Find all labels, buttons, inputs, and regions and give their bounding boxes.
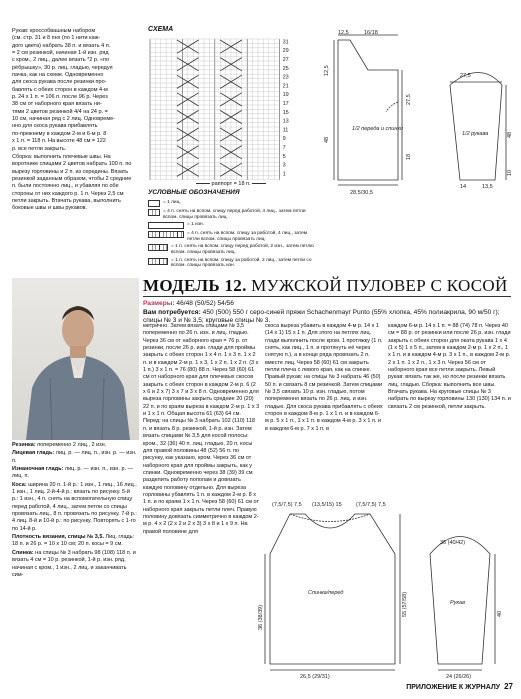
legend-item: = 1 п. снять на вспом. спицу перед работой, 2 изн., затем петлю вспом. спицы провязать лиц.	[148, 244, 316, 255]
lbl-side-2: 36 (38/39)	[258, 604, 264, 630]
sleeve-text-line: р. все петли закрыть.	[12, 145, 67, 152]
sizes-line: Размеры: 46/48 (50/52) 54/56	[143, 300, 234, 307]
legend-item: = 1 лиц.	[148, 200, 316, 207]
pattern-note: Изнаночная гладь: лиц. р. — изн. п., изн. р. — лиц. п.	[12, 466, 134, 480]
pattern-note: Спинка: на спицы № 3 набрать 98 (108) 118 п. и вязать 4 см = 10 р. резинкой, 1-й р. изн. ряд, начиная с кром., 1 изн., 2 лиц. и заканчивать сим-	[12, 549, 136, 578]
sleeve-text-line: по-прежнему в каждом 2-м и 6-м р. 8	[12, 130, 107, 137]
model-photo	[12, 278, 139, 440]
header-underline	[143, 296, 511, 297]
dim-length: 48	[324, 136, 330, 143]
sleeve-text-line: дого цвета) набрать 38 п. и вязать 4 п.	[12, 42, 111, 49]
sleeve-text-line: 10 см, начиная ряд с 2 лиц. Одновреме-	[12, 116, 115, 123]
row-number: 19	[282, 92, 289, 99]
lbl-top-3: (7,5/7,5) 7,5	[356, 502, 386, 508]
lbl-side-1: 55 (57/58)	[402, 591, 408, 617]
sleeve-text-line: р. 24 x 1 п. = 106 п. после 96 р. Через	[12, 94, 108, 101]
row-number: 1	[282, 171, 286, 178]
row-number: 7	[282, 145, 286, 151]
pattern-notes-column	[12, 442, 137, 580]
pattern-note: Коса: ширина 20 п. 1-й р.: 1 изн., 1 лиц., 16 лиц., 1 изн., 1 лиц. 2-й-4-й р.: вязать по рисунку. 5-й р.: 1 изн., 4 п. снять на вспомогательную спицу перед работой, 4 лиц., затем петли со спицы провязать лиц., 8 п. провязать по рисунку. 7-й р.: 4 лиц. 8-й и 10-й р.: по рисунку. Повторять с 1-го по 14-й р.	[12, 481, 137, 532]
sleeve-pattern-diagram	[440, 55, 520, 205]
sleeve-text-line: = 2 см резинкой, начиная 1-й изн. ряд	[12, 50, 109, 57]
row-number: 13	[282, 118, 289, 125]
row-number: 15	[282, 109, 289, 116]
lbl-bottom-2: 24 (26/26)	[446, 674, 472, 680]
dim-armhole: 27,5	[406, 94, 412, 105]
row-number: 9	[282, 136, 286, 143]
dim-neck: 16/18	[364, 30, 378, 36]
page-number: 27	[504, 682, 513, 691]
legend-symbol	[148, 231, 184, 238]
sleeve-text-line: бавлять с обеих сторон в каждом 4-м	[12, 86, 108, 93]
legend	[148, 200, 316, 271]
row-number: 5	[282, 153, 286, 160]
footer-text: ПРИЛОЖЕНИЕ К ЖУРНАЛУ	[406, 684, 501, 691]
instructions-column-4: каждом 6-м р. 14 x 1 п. = 88 (74) 78 п. Через 40 см = 88 р. от резинки или после 26 р. изн. глади закрыть с обеих сторон для оката рукава 1 x 4 (1 x 5) 1 x 5 п., затем в каждом 2-м р. 1 x 2 п., 1 x 1 п. и в каждом 4-м р. 3 x 1 п., в каждом 2-м р. 2 x 1 п. 1 x 2 п., 1 x 3 п. Через 56 см от наборного края все петли закрыть. Левый рукав: вязать так же, но после резинки вязать лиц. гладью. Сборка: выполнить все швы. Втачать рукава. На круговые спицы № 3 набрать по вырезу горловины 130 (130) 134 п. и связать 2 см резинкой, петли закрыть.	[388, 323, 511, 410]
legend-symbol	[148, 200, 160, 207]
top-left-text	[12, 28, 134, 213]
legend-symbol	[148, 209, 160, 216]
sleeve-label: 1/2 рукава	[462, 131, 489, 137]
sleeve-text-line: рёбрышку», 30 р. лиц. гладью, чередуя	[12, 64, 113, 71]
legend-item: = 1 изн.	[148, 222, 316, 229]
sleeve-text-line: 38 см от наборного края вязать ни-	[12, 101, 102, 108]
lbl-top-4: 36 (40/42)	[440, 540, 466, 546]
dim-12-5: 12,5	[324, 65, 330, 76]
instructions-column-2: метрично. Затем вязать спицами № 3,5 попеременно по 26 п. изн. и лиц. гладью. Через 36 см от наборного края = 76 р. от резинки, после 26 р. изн. глади для проймы закрыть с обеих сторон 1 x 4 п. 1 x 3 п. 1 x 2 п. и в каждом 2-м р. 1 x 3, 1 x 2 п. 1 x 2 п. (3 x 1 п.) 3 x 1 п. = 76 (80) 88 п. Через 58 (60) 61 см от наборного края для плечевых скосов закрыть с обеих сторон в каждом 2-м р. 6 (2 x 6 и 2 x 7) 3 x 7 и 3 x 8 п. Одновременно для выреза горловины закрыть средние 20 (20) 22 п. и по краям выреза в каждом 2-м р. 1 x 3 и 1 x 1 п. Общая высота 61 (63) 64 см. Перед: на спицы № 3 набрать 102 (110) 118 п. и вязать 8 р. резинкой, 1-й р. изн. Затем вязать спицами № 3,5 для косой полосы: кром., 32 (36) 40 п. лиц. гладью, 20 п. косы для правой половины 48 (52) 56 п. по рисунку, как указано, кром. Через 36 см от наборного края для проймы закрыть, как у спинки. Одновременно через 38 (39) 39 см разделить работу пополам и довязать каждую половину отдельно. Для выреза горловины убавлять 1 п. в каждом 2-м р. 8 x 1 п. и по краям 1 x 1 п. Через 58 (60) 61 см от наборного края закрыть петли плеч. Правую половину довязать симметрично в каждом 2-м р. 4 x 2 (2 x 2 и 2 x 3) 3 x 8 и 1 x 9 п. На правой половине для	[143, 323, 260, 535]
row-number: 31	[282, 39, 289, 46]
sleeve-outline	[450, 73, 502, 181]
legend-symbol	[148, 244, 168, 251]
dim-shoulder: 12,5	[338, 30, 349, 36]
assembly-text: Сборка: выполнить плечевые швы. На воротнике спицами 2 цветов набрать 100 п. по вырезу горловины и 2 п. из середины. Вязать резинкой заданным образом, чтобы 2 средние п. были постоянно лиц., и убавляя по обе стороны от них каждого р. 1 п. Через 2,5 см петли закрыть. Втачать рукава, выполнить боковые швы и швы рукавов.	[12, 153, 132, 212]
dim-18: 18	[406, 153, 412, 160]
pattern-note: Плотность вязания, спицы № 3,5. Лиц. гладь: 18 п. и 26 р. = 10 x 10 см; 20 п. косы = 9 см.	[12, 534, 135, 548]
row-number: 23	[282, 74, 289, 81]
legend-item: = 4 п. снять на вспом. спицу перед работой, 4 лиц., затем петли вспом. спицы провязать лиц.	[148, 209, 316, 220]
body-label: 1/2 переда и спинки	[352, 126, 404, 132]
sleeve-dim-bottom-a: 14	[460, 184, 467, 190]
lbl-bottom-1: 26,5 (29/31)	[300, 674, 330, 680]
lbl-top-2: (13,5/15) 15	[312, 502, 342, 508]
sleeve-text-line: тями 2 цветов резинкой 4/4 на 24 р. =	[12, 108, 108, 115]
model-subtitle: МУЖСКОЙ ПУЛОВЕР С КОСОЙ	[251, 276, 508, 295]
sleeve-dim-length: 48	[507, 131, 513, 138]
row-number: 3	[282, 162, 286, 169]
garment-schematic	[260, 494, 510, 680]
sleeve-text-line: нно для скоса рукава прибавлять	[12, 123, 98, 130]
row-number: 27	[282, 57, 289, 63]
row-number: 11	[282, 127, 289, 134]
legend-item: = 4 п. снять на вспом. спицу за работой, 4 лиц., затем петли вспом. спицы провязать лиц.	[148, 231, 316, 242]
sleeve-text-line: x 1 п. = 118 п. На высоте 48 см = 122	[12, 138, 106, 145]
sleeve-instructions	[12, 28, 134, 153]
armhole-curve	[386, 102, 398, 112]
row-number: 25	[282, 65, 289, 72]
legend-item: = 1 п. снять на вспом. спицу за работой, 2 лиц., затем петли со вспом. спицы провязать изн.	[148, 258, 316, 269]
materials-block: Вам потребуется: 450 (500) 550 г серо-синей пряжи Schachenmayr Punto (55% хлопка, 45% полиакрила, 90 м/50 г); спицы № 3 и № 3,5; круговые спицы № 3.	[143, 309, 500, 325]
legend-symbol	[148, 258, 168, 265]
sleeve-text-line: Рукав: кроссобвашным набором	[12, 28, 96, 34]
pattern-note: Лицевая гладь: лиц. р. — лиц. п., изн. р. — изн. п.	[12, 450, 137, 464]
sleeve-text-line: с кром., 2 лиц., далее вязать *2 р. «по	[12, 57, 110, 64]
lbl-side-3: 40	[497, 610, 503, 617]
sleeve-dim-top: 27,5	[460, 73, 471, 79]
scheme-title: СХЕМА	[148, 26, 174, 33]
model-title: МОДЕЛЬ 12.	[143, 276, 247, 295]
repeat-caption: раппорт = 18 п.	[196, 181, 266, 187]
row-number: 17	[282, 101, 289, 107]
row-number: 29	[282, 48, 289, 55]
knitting-scheme	[146, 26, 316, 276]
front-back-outline	[270, 514, 395, 664]
sleeve-text-line: пачка, как на схеме. Одновременно	[12, 72, 104, 79]
legend-symbol	[148, 222, 184, 229]
scheme-grid	[146, 35, 316, 185]
sleeve-text-line: (см. стр. 31 и 8 пнх (по 1 нити каж-	[12, 35, 101, 42]
sleeve-dim-bottom-b: 13,5	[482, 184, 493, 190]
dim-width: 28,5/30,5	[350, 190, 373, 196]
sleeve-dim-cuff: 10	[507, 169, 513, 176]
footer	[388, 682, 513, 691]
inner-sleeve: Рукав	[450, 600, 465, 606]
legend-title: УСЛОВНЫЕ ОБОЗНАЧЕНИЯ	[148, 189, 240, 196]
sleeve-text-line: для скоса рукава после резинки про-	[12, 79, 107, 86]
inner-front: Спинка/перед	[308, 590, 344, 596]
row-number: 21	[282, 83, 289, 90]
body-outline	[338, 40, 398, 180]
pattern-note: Резинка: попеременно 2 лиц., 2 изн.	[12, 442, 107, 448]
lbl-top-1: (7,5/7,5) 7,5	[272, 502, 302, 508]
instructions-column-3: скоса выреза убавить в каждом 4-м р. 14 x 1 (14 x 1) 15 x 1 п. Для этого на петлях лиц. глади выполнить после кром. 1 протяжку (1 п. снять, как лиц., 1 п. и протянуть её через снятую п.), а в конце ряда провязать 2 п. вместе лиц. Через 58 (60) 61 см закрыть петли плеча с левого края, как на спинке. Правый рукав: на спицы № 3 набрать 46 (50) 50 п. и связать 8 см резинкой. Затем спицами № 3,5 связать 10 р. изн. гладью, потом попеременно вязать по 26 р. лиц. и изн. гладью. Для скоса рукава прибавлять с обеих сторон в каждом 8-м р. 1 x 1 п. и в каждом 6-м р. 5 x 1 п., 1 x 1 п. в каждом 4-м р. 3 x 1 п. и в каждом 6-м р. 7 x 1 п. в	[265, 323, 383, 432]
